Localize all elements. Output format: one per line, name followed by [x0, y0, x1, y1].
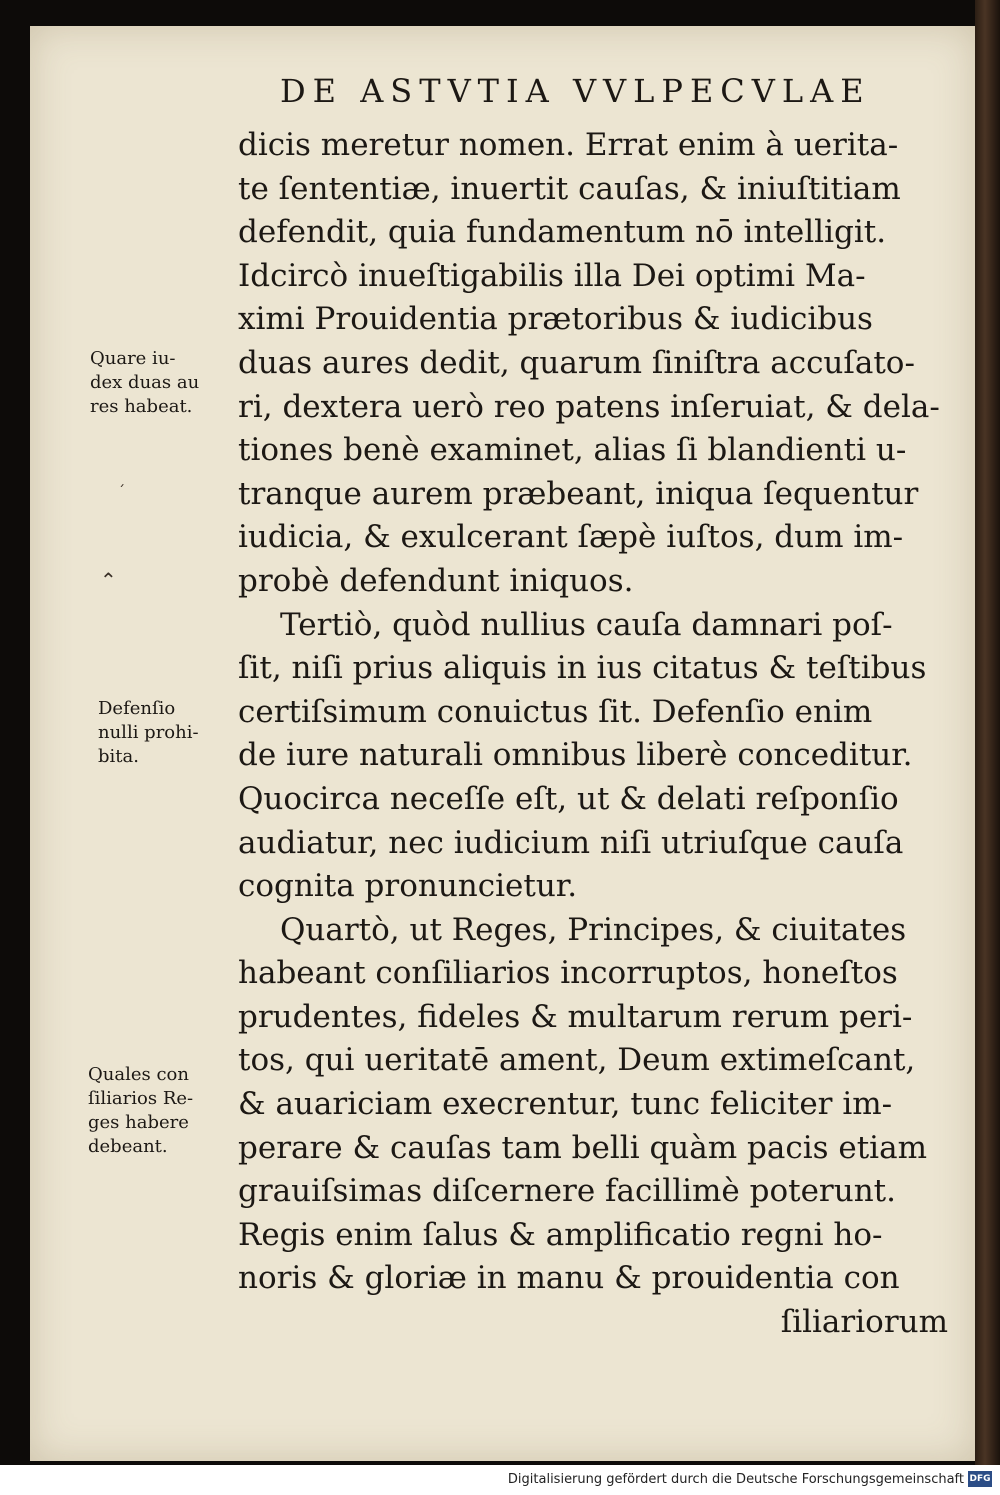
catchword: ſiliariorum [780, 1304, 948, 1341]
funding-credit: Digitalisierung gefördert durch die Deutsche Forschungsgemeinschaft [507, 1472, 964, 1487]
margin-note-line: bita. [98, 746, 139, 767]
text-line: noris & gloriæ in manu & prouidentia con [238, 1260, 900, 1297]
text-line: & auariciam execrentur, tunc feliciter im- [238, 1086, 893, 1123]
text-line: tos, qui ueritatē ament, Deum extimeſcant, [238, 1042, 916, 1079]
margin-note-defense [98, 697, 199, 769]
text-line: iudicia, & exulcerant ſæpè iuſtos, dum im- [238, 519, 904, 556]
ink-mark: ⌃ [100, 568, 117, 592]
text-line: tranque aurem præbeant, iniqua ſequentur [238, 475, 919, 512]
book-binding-edge [975, 0, 1000, 1465]
text-line: Quocirca neceſſe eſt, ut & delati reſponſio [238, 780, 899, 817]
text-line: ximi Prouidentia prætoribus & iudicibus [238, 301, 873, 338]
text-line: tiones benè examinet, alias ſi blandienti u- [238, 432, 907, 469]
margin-note-line: debeant. [88, 1136, 168, 1157]
text-line: perare & cauſas tam belli quàm pacis etiam [238, 1129, 927, 1166]
ink-mark: ˊ [118, 484, 125, 500]
margin-note-line: Quare iu- [90, 348, 176, 369]
text-line: duas aures dedit, quarum ſiniſtra accuſato- [238, 344, 915, 381]
margin-note-line: ges habere [88, 1112, 189, 1133]
margin-note-line: nulli prohi- [98, 722, 199, 743]
text-line: probè defendunt iniquos. [238, 562, 634, 599]
margin-note-line: dex duas au [90, 372, 200, 393]
margin-note-line: Quales con [88, 1064, 189, 1085]
margin-note-counselors [88, 1063, 193, 1159]
text-line: Idcircò inueſtigabilis illa Dei optimi Ma- [238, 257, 866, 294]
text-line: ri, dextera uerò reo patens inſeruiat, & dela- [238, 388, 940, 425]
digitization-footer [0, 1465, 1000, 1495]
margin-note-judge-ears [90, 347, 199, 419]
text-line: de iure naturali omnibus liberè conceditur. [238, 737, 913, 774]
text-line: certiſsimum conuictus ſit. Defenſio enim [238, 693, 873, 730]
margin-note-line: ſiliarios Re- [88, 1088, 194, 1109]
text-line: te ſententiæ, inuertit cauſas, & iniuſtitiam [238, 170, 901, 207]
margin-note-line: res habeat. [90, 396, 193, 417]
text-line: defendit, quia fundamentum nō intelligit. [238, 214, 887, 251]
paragraph-start-line: Quartò, ut Reges, Principes, & ciuitates [280, 911, 907, 948]
dfg-logo-icon: DFG [968, 1471, 992, 1487]
margin-note-line: Defenſio [98, 698, 176, 719]
text-line: dicis meretur nomen. Errat enim à uerita- [238, 127, 899, 163]
text-line: habeant conſiliarios incorruptos, honeſtos [238, 955, 898, 992]
text-line: Regis enim ſalus & amplificatio regni ho- [238, 1216, 883, 1253]
text-line: prudentes, fideles & multarum rerum peri- [238, 998, 913, 1035]
text-line: audiatur, nec iudicium niſi utriuſque cauſa [238, 824, 904, 861]
text-line: ſit, niſi prius aliquis in ius citatus & teſtibus [238, 650, 927, 687]
body-text [238, 124, 948, 1345]
text-line: cognita pronuncietur. [238, 868, 578, 905]
running-head: DE ASTVTIA VVLPECVLAE [280, 72, 871, 110]
text-line: grauiſsimas diſcernere facillimè poterunt. [238, 1173, 896, 1210]
paragraph-start-line: Tertiò, quòd nullius cauſa damnari poſ- [280, 606, 893, 643]
